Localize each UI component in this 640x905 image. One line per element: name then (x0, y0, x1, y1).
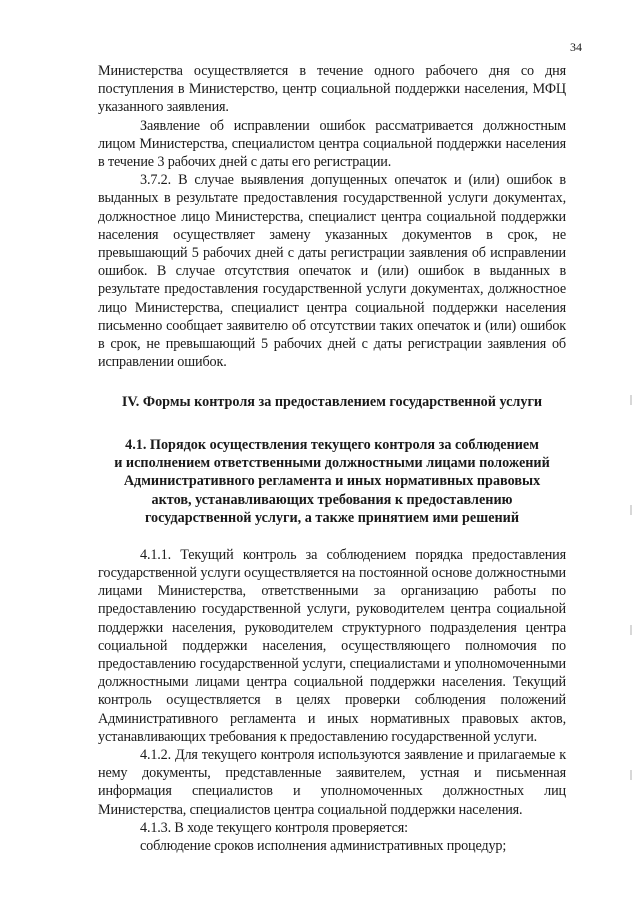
subsection-heading (98, 436, 566, 528)
page-number: 34 (570, 40, 582, 54)
scan-margin-mark (630, 770, 632, 780)
subsection-heading-line: актов, устанавливающих требования к предоставлению (151, 491, 513, 508)
subsection-heading-line: Административного регламента и иных нормативных правовых (123, 473, 541, 490)
subsection-heading-line: государственной услуги, а также принятием ими решений (144, 510, 520, 527)
paragraph: 3.7.2. В случае выявления допущенных опечаток и (или) ошибок в выданных в результате предоставления государственной услуги документах, должностное лицо Министерства, специалист центра социальной поддержки населения осуществляет замену указанных документов в срок, не превышающий 5 рабочих дней с даты регистрации заявления об исправлении ошибок. В случае отсутствия опечаток и (или) ошибок в выданных в результате предоставления государственной услуги документах, должностное лицо Министерства, специалист центра социальной поддержки населения письменно сообщает заявителю об отсутствии таких опечаток и (или) ошибок в срок, не превышающий 5 рабочих дней с даты регистрации заявления об исправлении ошибок. (98, 172, 566, 371)
subsection-heading-line: и исполнением ответственными должностными лицами положений (114, 455, 550, 472)
scan-margin-mark (630, 505, 632, 515)
paragraph: 4.1.1. Текущий контроль за соблюдением порядка предоставления государственной услуги осуществляется на постоянной основе должностными лицами Министерства, ответственными за организацию работы по предоставлению государственной услуги, руководителем центра социальной поддержки населения, руководителем структурного подразделения центра социальной поддержки населения, осуществляющего полномочия по предоставлению государственной услуги, специалистами и уполномоченными должностными лицами центра социальной поддержки населения. Текущий контроль осуществляется в целях проверки соблюдения положений Административного регламента и иных нормативных правовых актов, устанавливающих требования к предоставлению государственной услуги. (98, 546, 566, 745)
paragraph: соблюдение сроков исполнения административных процедур; (140, 837, 507, 854)
paragraph: 4.1.3. В ходе текущего контроля проверяется: (140, 819, 408, 836)
paragraph: Министерства осуществляется в течение одного рабочего дня со дня поступления в Министерство, центр социальной поддержки населения, МФЦ указанного заявления. (98, 63, 566, 116)
subsection-heading-line: 4.1. Порядок осуществления текущего контроля за соблюдением (125, 436, 539, 453)
scan-margin-mark (630, 625, 632, 635)
section-heading: IV. Формы контроля за предоставлением государственной услуги (121, 394, 543, 411)
document-body (98, 62, 566, 855)
paragraph: 4.1.2. Для текущего контроля используются заявление и прилагаемые к нему документы, представленные заявителем, устная и письменная информация специалистов и уполномоченных должностных лиц Министерства, специалистов центра социальной поддержки населения. (98, 746, 566, 818)
scan-margin-mark (630, 395, 632, 405)
paragraph: Заявление об исправлении ошибок рассматривается должностным лицом Министерства, специалистом центра социальной поддержки населения в течение 3 рабочих дней с даты его регистрации. (98, 117, 566, 171)
